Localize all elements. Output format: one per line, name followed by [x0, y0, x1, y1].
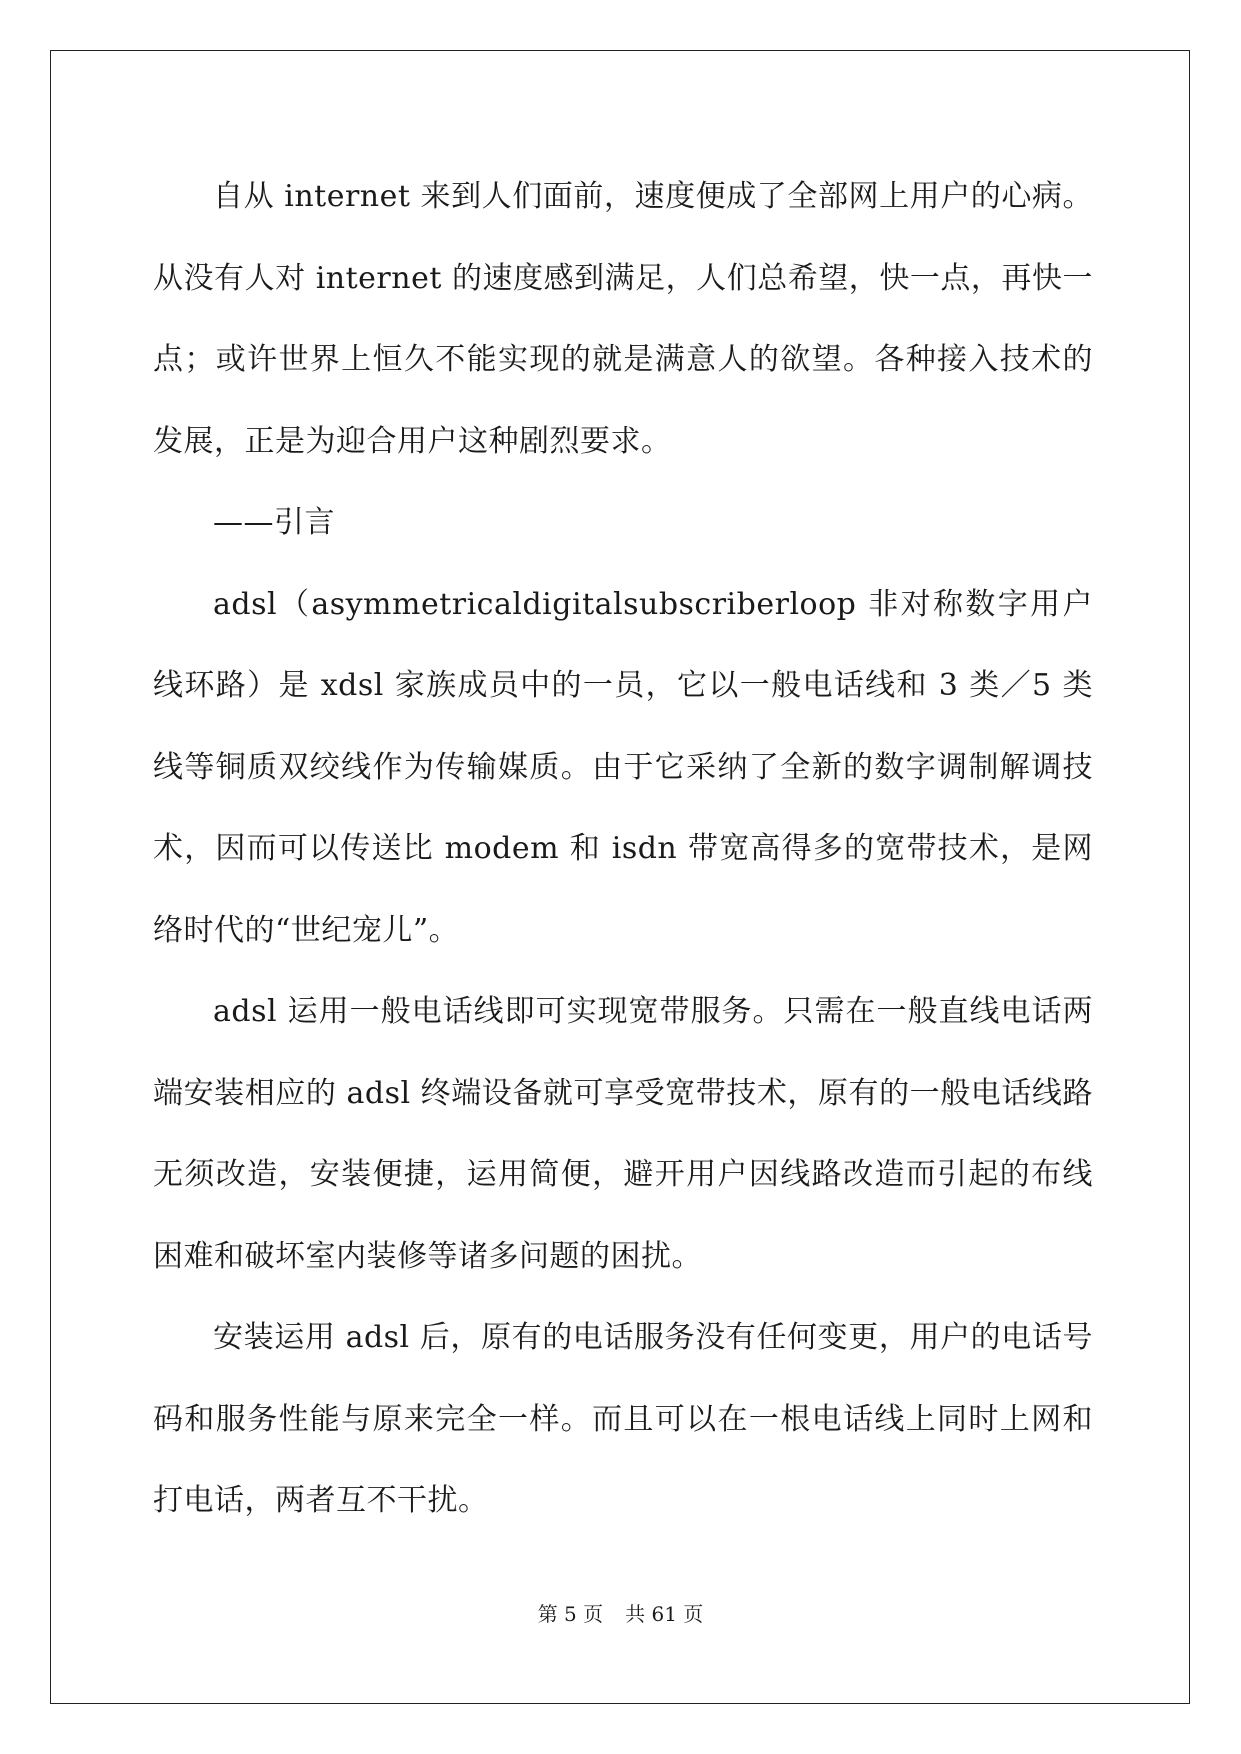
paragraph-attribution: ——引言 [213, 505, 335, 540]
paragraph-adsl-usage: adsl 运用一般电话线即可实现宽带服务。只需在一般直线电话两端安装相应的 adsl 终端设备就可享受宽带技术，原有的一般电话线路无须改造，安装便捷，运用简便，避开用户因线路改造而引起的布线困难和破坏室内装修等诸多问题的困扰。 [153, 994, 1093, 1274]
page-total: 共 61 页 [625, 1602, 704, 1626]
page-footer [0, 1598, 1241, 1627]
paragraph-adsl-definition: adsl（asymmetricaldigitalsubscriberloop 非对称数字用户线环路）是 xdsl 家族成员中的一员，它以一般电话线和 3 类／5 类线等铜质双绞线作为传输媒质。由于它采纳了全新的数字调制解调技术，因而可以传送比 modem 和 isdn 带宽高得多的宽带技术，是网络时代的“世纪宠儿”。 [153, 586, 1093, 948]
paragraph-intro: 自从 internet 来到人们面前，速度便成了全部网上用户的心病。从没有人对 internet 的速度感到满足，人们总希望，快一点，再快一点；或许世界上恒久不能实现的就是满意人的欲望。各种接入技术的发展，正是为迎合用户这种剧烈要求。 [153, 179, 1093, 459]
document-body [153, 156, 1093, 1542]
paragraph-adsl-installation: 安装运用 adsl 后，原有的电话服务没有任何变更，用户的电话号码和服务性能与原来完全一样。而且可以在一根电话线上同时上网和打电话，两者互不干扰。 [153, 1320, 1093, 1518]
page-number: 第 5 页 [537, 1602, 604, 1626]
